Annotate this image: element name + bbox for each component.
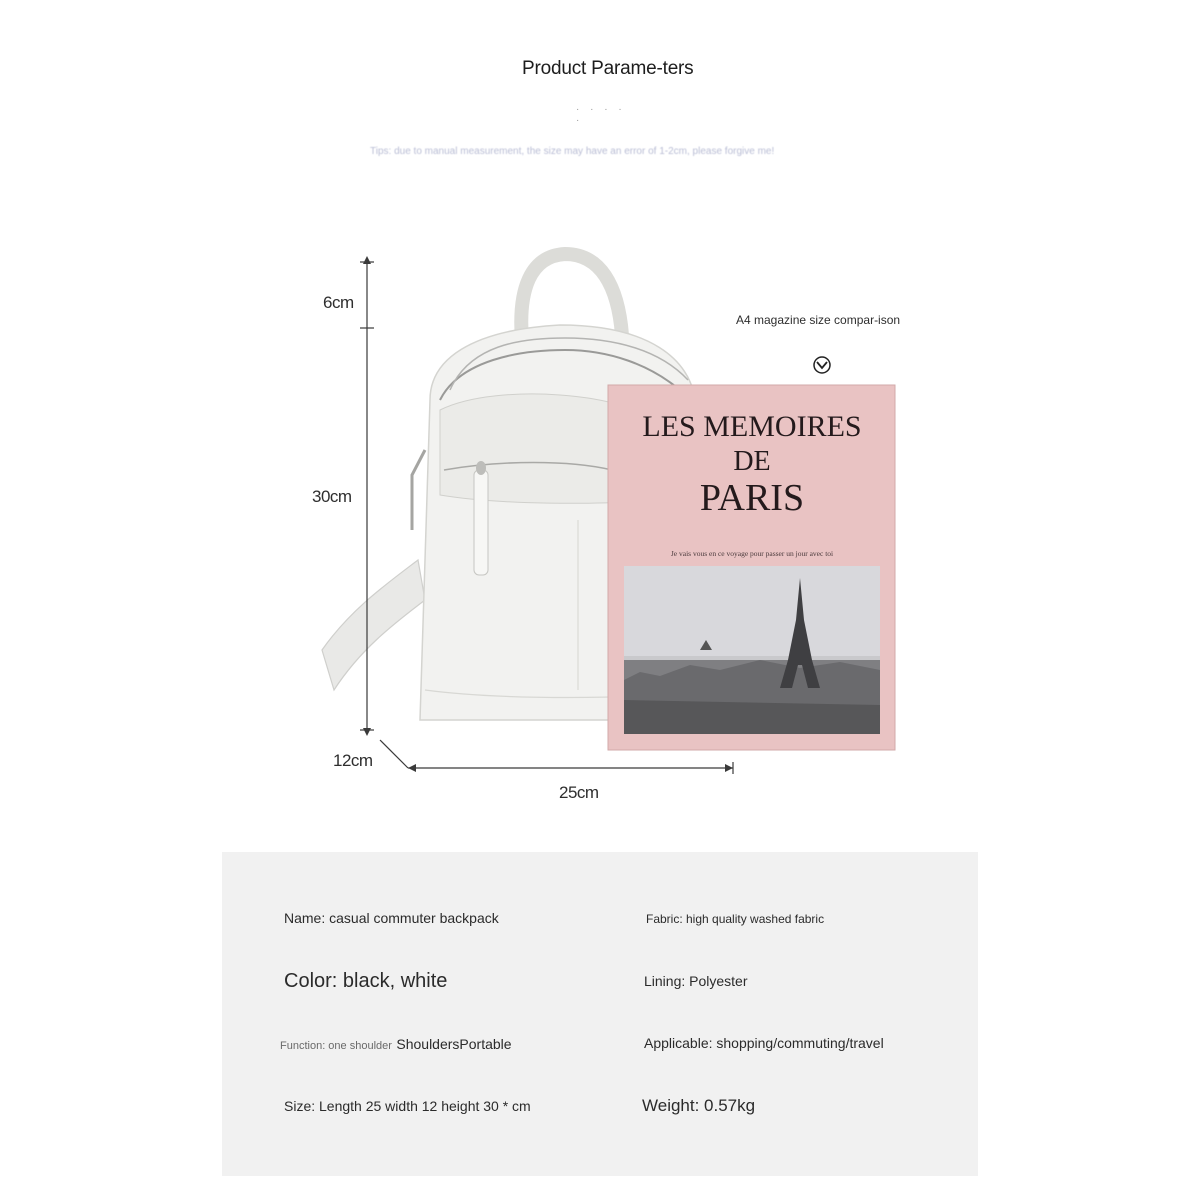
comparison-label: A4 magazine size compar-ison [736, 313, 901, 327]
chevron-down-circle-icon [814, 357, 830, 373]
spec-function-value: ShouldersPortable [396, 1036, 512, 1052]
spec-size: Size: Length 25 width 12 height 30 * cm [284, 1098, 531, 1114]
page-title: Product Parame-ters [522, 58, 694, 79]
spec-color: Color: black, white [284, 970, 448, 992]
spec-applicable: Applicable: shopping/commuting/travel [644, 1035, 884, 1051]
paris-photo [624, 566, 880, 734]
magazine-title-line2: DE [733, 446, 771, 477]
spec-panel [222, 852, 978, 1176]
spec-function-label: Function: one shoulder [280, 1040, 392, 1052]
spec-function [280, 1036, 512, 1054]
measurement-note: Tips: due to manual measurement, the size may have an error of 1-2cm, please forgive me! [370, 146, 775, 157]
spec-name: Name: casual commuter backpack [284, 910, 499, 926]
dimension-handle: 6cm [323, 293, 354, 312]
spec-fabric: Fabric: high quality washed fabric [646, 912, 825, 926]
spec-lining: Lining: Polyester [644, 973, 748, 989]
dimension-width: 25cm [559, 783, 599, 802]
magazine-title-line3: PARIS [699, 477, 805, 519]
magazine-subtitle: Je vais vous en ce voyage pour passer un jour avec toi [670, 549, 834, 558]
title-divider-dots: · · · · · [576, 104, 626, 126]
dimension-height: 30cm [312, 487, 352, 506]
spec-weight: Weight: 0.57kg [642, 1096, 756, 1115]
dimension-depth: 12cm [333, 751, 373, 770]
magazine-title-line1: LES MEMOIRES [642, 410, 862, 443]
magazine-image [608, 385, 895, 750]
